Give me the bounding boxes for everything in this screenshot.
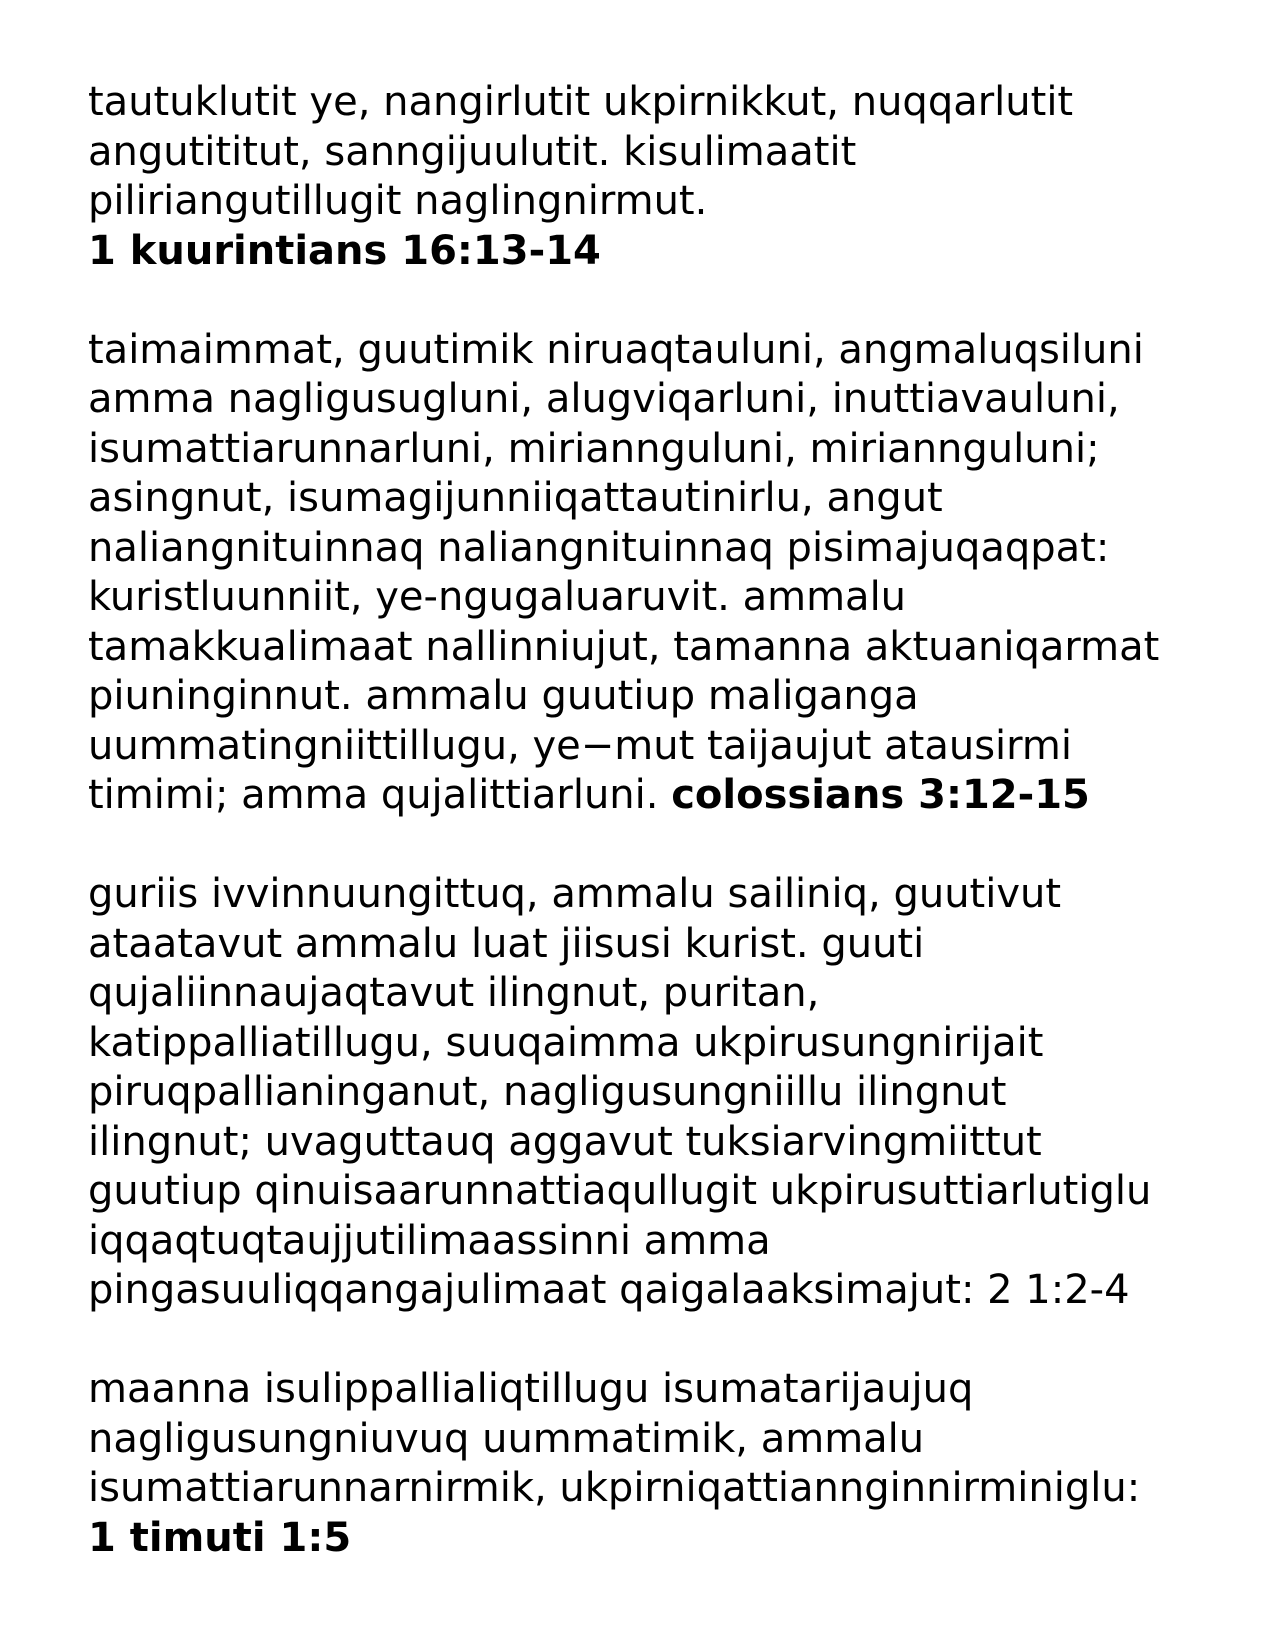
text-line: guriis ivvinnuungittuq, ammalu sailiniq, guutivut — [88, 871, 1062, 917]
paragraph — [88, 1365, 1208, 1563]
text-line: isumattiarunnarluni, miriannguluni, miriannguluni; — [88, 425, 1100, 472]
text-line: timimi; amma qujalittiarluni. — [88, 772, 659, 818]
scripture-reference: colossians 3:12-15 — [671, 772, 1090, 818]
text-line: piuninginnut. ammalu guutiup maliganga — [88, 673, 919, 719]
scripture-reference: 1 timuti 1:5 — [88, 1514, 352, 1561]
text-line: uummatingniittillugu, ye−mut taijaujut atausirmi — [88, 722, 1072, 769]
scripture-reference: 1 kuurintians 16:13-14 — [88, 227, 601, 274]
text-line: ataatavut ammalu luat jiisusi kurist. guuti — [88, 920, 925, 967]
text-line: amma nagligusugluni, alugviqarluni, inuttiavauluni, — [88, 376, 1120, 422]
text-line: angutititut, sanngijuulutit. kisulimaatit — [88, 128, 857, 175]
text-line: taimaimmat, guutimik niruaqtauluni, angmaluqsiluni — [88, 326, 1144, 373]
text-line: tautuklutit ye, nangirlutit ukpirnikkut, nuqqarlutit — [88, 79, 1074, 125]
paragraph — [88, 326, 1208, 821]
document-page — [88, 78, 1208, 1563]
text-line: katippalliatillugu, suuqaimma ukpirusungnirijait — [88, 1019, 1044, 1066]
text-line: nagligusungniuvuq uummatimik, ammalu — [88, 1415, 925, 1462]
text-line: tamakkualimaat nallinniujut, tamanna aktuaniqarmat — [88, 623, 1160, 670]
text-line: piliriangutillugit naglingnirmut. — [88, 178, 708, 224]
text-line: guutiup qinuisaarunnattiaqullugit ukpirusuttiarlutiglu — [88, 1168, 1152, 1214]
text-line: naliangnituinnaq naliangnituinnaq pisimajuqaqpat: — [88, 524, 1110, 571]
text-line-with-reference — [88, 771, 1208, 821]
text-line: maanna isulippallialiqtillugu isumatarijaujuq — [88, 1366, 974, 1412]
text-line: piruqpallianinganut, nagligusungniillu ilingnut — [88, 1069, 1007, 1115]
text-line: pingasuuliqqangajulimaat qaigalaaksimajut: 2 1:2-4 — [88, 1267, 1130, 1313]
text-line: isumattiarunnarnirmik, ukpirniqattiannginnirminiglu: — [88, 1465, 1141, 1511]
text-line: iqqaqtuqtaujjutilimaassinni amma — [88, 1217, 771, 1264]
paragraph — [88, 870, 1208, 1316]
paragraph — [88, 78, 1208, 276]
text-line: qujaliinnaujaqtavut ilingnut, puritan, — [88, 970, 820, 1016]
text-line: kuristluunniit, ye-ngugaluaruvit. ammalu — [88, 574, 907, 620]
text-line: ilingnut; uvaguttauq aggavut tuksiarvingmiittut — [88, 1118, 1042, 1165]
text-line: asingnut, isumagijunniiqattautinirlu, angut — [88, 475, 943, 521]
